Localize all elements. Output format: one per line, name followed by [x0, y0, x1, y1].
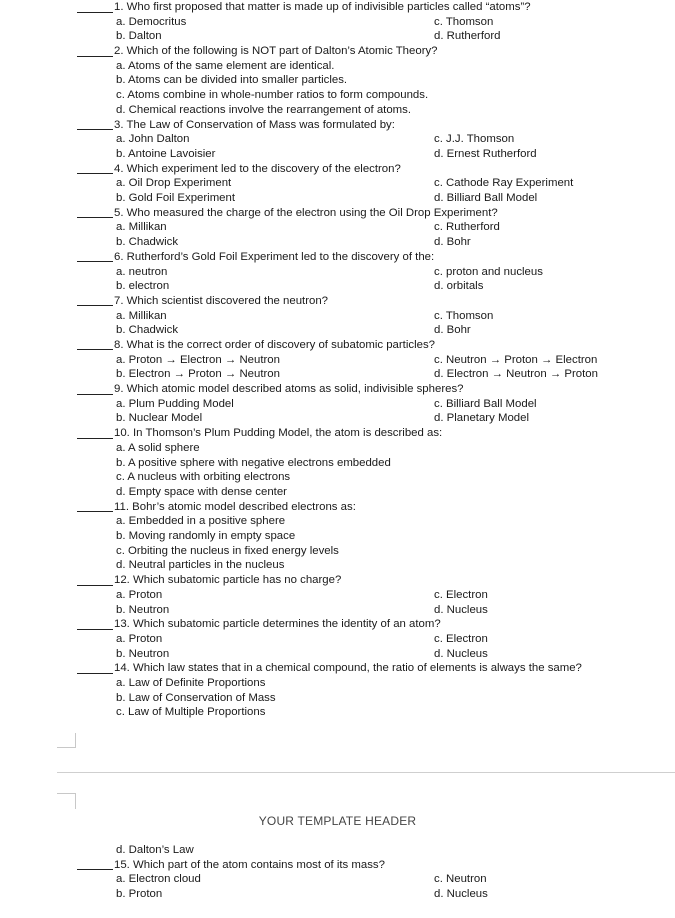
question-12: 12. Which subatomic particle has no charge?	[0, 573, 675, 588]
option-b: b. Proton	[116, 888, 163, 901]
options-row	[0, 235, 675, 250]
option-d: d. orbitals	[434, 280, 484, 293]
question-15: 15. Which part of the atom contains most of its mass?	[0, 858, 675, 873]
options-row	[0, 147, 675, 162]
option-a: a. Law of Definite Proportions	[116, 677, 266, 690]
option-a: a. John Dalton	[116, 133, 190, 146]
option-a: a. Millikan	[116, 309, 167, 322]
options-row	[0, 647, 675, 662]
option-d: d. Empty space with dense center	[116, 485, 287, 498]
option-b: b. Neutron	[116, 603, 170, 616]
options-row	[0, 367, 675, 382]
option-c: c. A nucleus with orbiting electrons	[116, 471, 291, 484]
option-d: d. Planetary Model	[434, 412, 529, 425]
option-c: c. Neutron	[434, 873, 487, 886]
option-a: a. Plum Pudding Model	[116, 397, 234, 410]
options-row	[0, 588, 675, 603]
option-b: b. electron	[116, 280, 170, 293]
option-b: b. Moving randomly in empty space	[116, 530, 296, 543]
option-b: b. Atoms can be divided into smaller particles.	[116, 74, 348, 87]
option-c: c. Neutron → Proton → Electron	[434, 353, 598, 366]
option-c: c. Cathode Ray Experiment	[434, 177, 574, 190]
option-d: d. Nucleus	[434, 647, 488, 660]
options-row	[0, 191, 675, 206]
question-2: 2. Which of the following is NOT part of Dalton’s Atomic Theory?	[0, 44, 675, 59]
options-row	[0, 411, 675, 426]
option-d: d. Nucleus	[434, 888, 488, 901]
question-9: 9. Which atomic model described atoms as solid, indivisible spheres?	[0, 382, 675, 397]
option-b: b. A positive sphere with negative electrons embedded	[116, 456, 391, 469]
option-c: c. Electron	[434, 632, 488, 645]
option-d: d. Bohr	[434, 324, 471, 337]
option-a: a. Millikan	[116, 221, 167, 234]
option-a: a. Proton	[116, 588, 163, 601]
option-a: a. A solid sphere	[116, 441, 200, 454]
option-d: d. Billiard Ball Model	[434, 192, 538, 205]
options-row	[0, 872, 675, 887]
option-a: a. Electron cloud	[116, 873, 201, 886]
option-c: c. Electron	[434, 588, 488, 601]
option-d: d. Bohr	[434, 236, 471, 249]
option-c: c. Thomson	[434, 309, 494, 322]
option-a: a. Proton → Electron → Neutron	[116, 353, 280, 366]
option-a: a. Atoms of the same element are identical.	[116, 59, 335, 72]
option-b: b. Nuclear Model	[116, 412, 203, 425]
options-row	[0, 323, 675, 338]
page-corner-mark	[57, 793, 76, 809]
option-b: b. Gold Foil Experiment	[116, 192, 236, 205]
options-row	[0, 309, 675, 324]
question-14: 14. Which law states that in a chemical compound, the ratio of elements is always the same?	[0, 661, 675, 676]
options-row	[0, 887, 675, 902]
option-c: c. Law of Multiple Proportions	[116, 706, 266, 719]
option-c: c. proton and nucleus	[434, 265, 543, 278]
options-row	[0, 220, 675, 235]
options-row	[0, 265, 675, 280]
option-d: d. Ernest Rutherford	[434, 147, 537, 160]
options-row	[0, 132, 675, 147]
option-d: d. Dalton’s Law	[116, 844, 194, 856]
option-d: d. Chemical reactions involve the rearrangement of atoms.	[116, 103, 412, 116]
option-c: c. Atoms combine in whole-number ratios to form compounds.	[116, 89, 429, 102]
options-row	[0, 397, 675, 412]
option-d: d. Neutral particles in the nucleus	[116, 559, 285, 572]
option-a: a. Oil Drop Experiment	[116, 177, 232, 190]
option-d: d. Electron → Neutron → Proton	[434, 368, 598, 381]
question-10: 10. In Thomson’s Plum Pudding Model, the atom is described as:	[0, 426, 675, 441]
option-a: a. neutron	[116, 265, 168, 278]
option-b: b. Chadwick	[116, 324, 179, 337]
option-a: a. Democritus	[116, 15, 187, 28]
option-c: c. Orbiting the nucleus in fixed energy levels	[116, 544, 339, 557]
question-4: 4. Which experiment led to the discovery of the electron?	[0, 162, 675, 177]
option-d: d. Rutherford	[434, 30, 501, 43]
option-c: c. Thomson	[434, 15, 494, 28]
options-row	[0, 279, 675, 294]
question-3: 3. The Law of Conservation of Mass was formulated by:	[0, 118, 675, 133]
option-b: b. Law of Conservation of Mass	[116, 691, 276, 704]
question-1: 1. Who first proposed that matter is made up of indivisible particles called “atoms”?	[0, 0, 675, 15]
options-row	[0, 632, 675, 647]
option-b: b. Electron → Proton → Neutron	[116, 368, 280, 381]
question-11: 11. Bohr’s atomic model described electrons as:	[0, 500, 675, 515]
options-row	[0, 176, 675, 191]
page-break-divider	[57, 772, 675, 773]
question-5: 5. Who measured the charge of the electron using the Oil Drop Experiment?	[0, 206, 675, 221]
template-header[interactable]: YOUR TEMPLATE HEADER	[258, 814, 417, 828]
options-row	[0, 29, 675, 44]
option-a: a. Embedded in a positive sphere	[116, 515, 286, 528]
page-corner-mark	[57, 733, 76, 748]
option-c: c. Rutherford	[434, 221, 500, 234]
option-b: b. Antoine Lavoisier	[116, 147, 216, 160]
question-6: 6. Rutherford’s Gold Foil Experiment led to the discovery of the:	[0, 250, 675, 265]
option-c: c. J.J. Thomson	[434, 133, 515, 146]
question-list-part2	[0, 843, 675, 902]
question-13: 13. Which subatomic particle determines the identity of an atom?	[0, 617, 675, 632]
option-c: c. Billiard Ball Model	[434, 397, 537, 410]
option-b: b. Chadwick	[116, 236, 179, 249]
question-7: 7. Which scientist discovered the neutron?	[0, 294, 675, 309]
option-b: b. Dalton	[116, 30, 162, 43]
options-row	[0, 603, 675, 618]
options-row	[0, 353, 675, 368]
option-d: d. Nucleus	[434, 603, 488, 616]
question-8: 8. What is the correct order of discovery of subatomic particles?	[0, 338, 675, 353]
option-b: b. Neutron	[116, 647, 170, 660]
options-row	[0, 15, 675, 30]
option-a: a. Proton	[116, 632, 163, 645]
